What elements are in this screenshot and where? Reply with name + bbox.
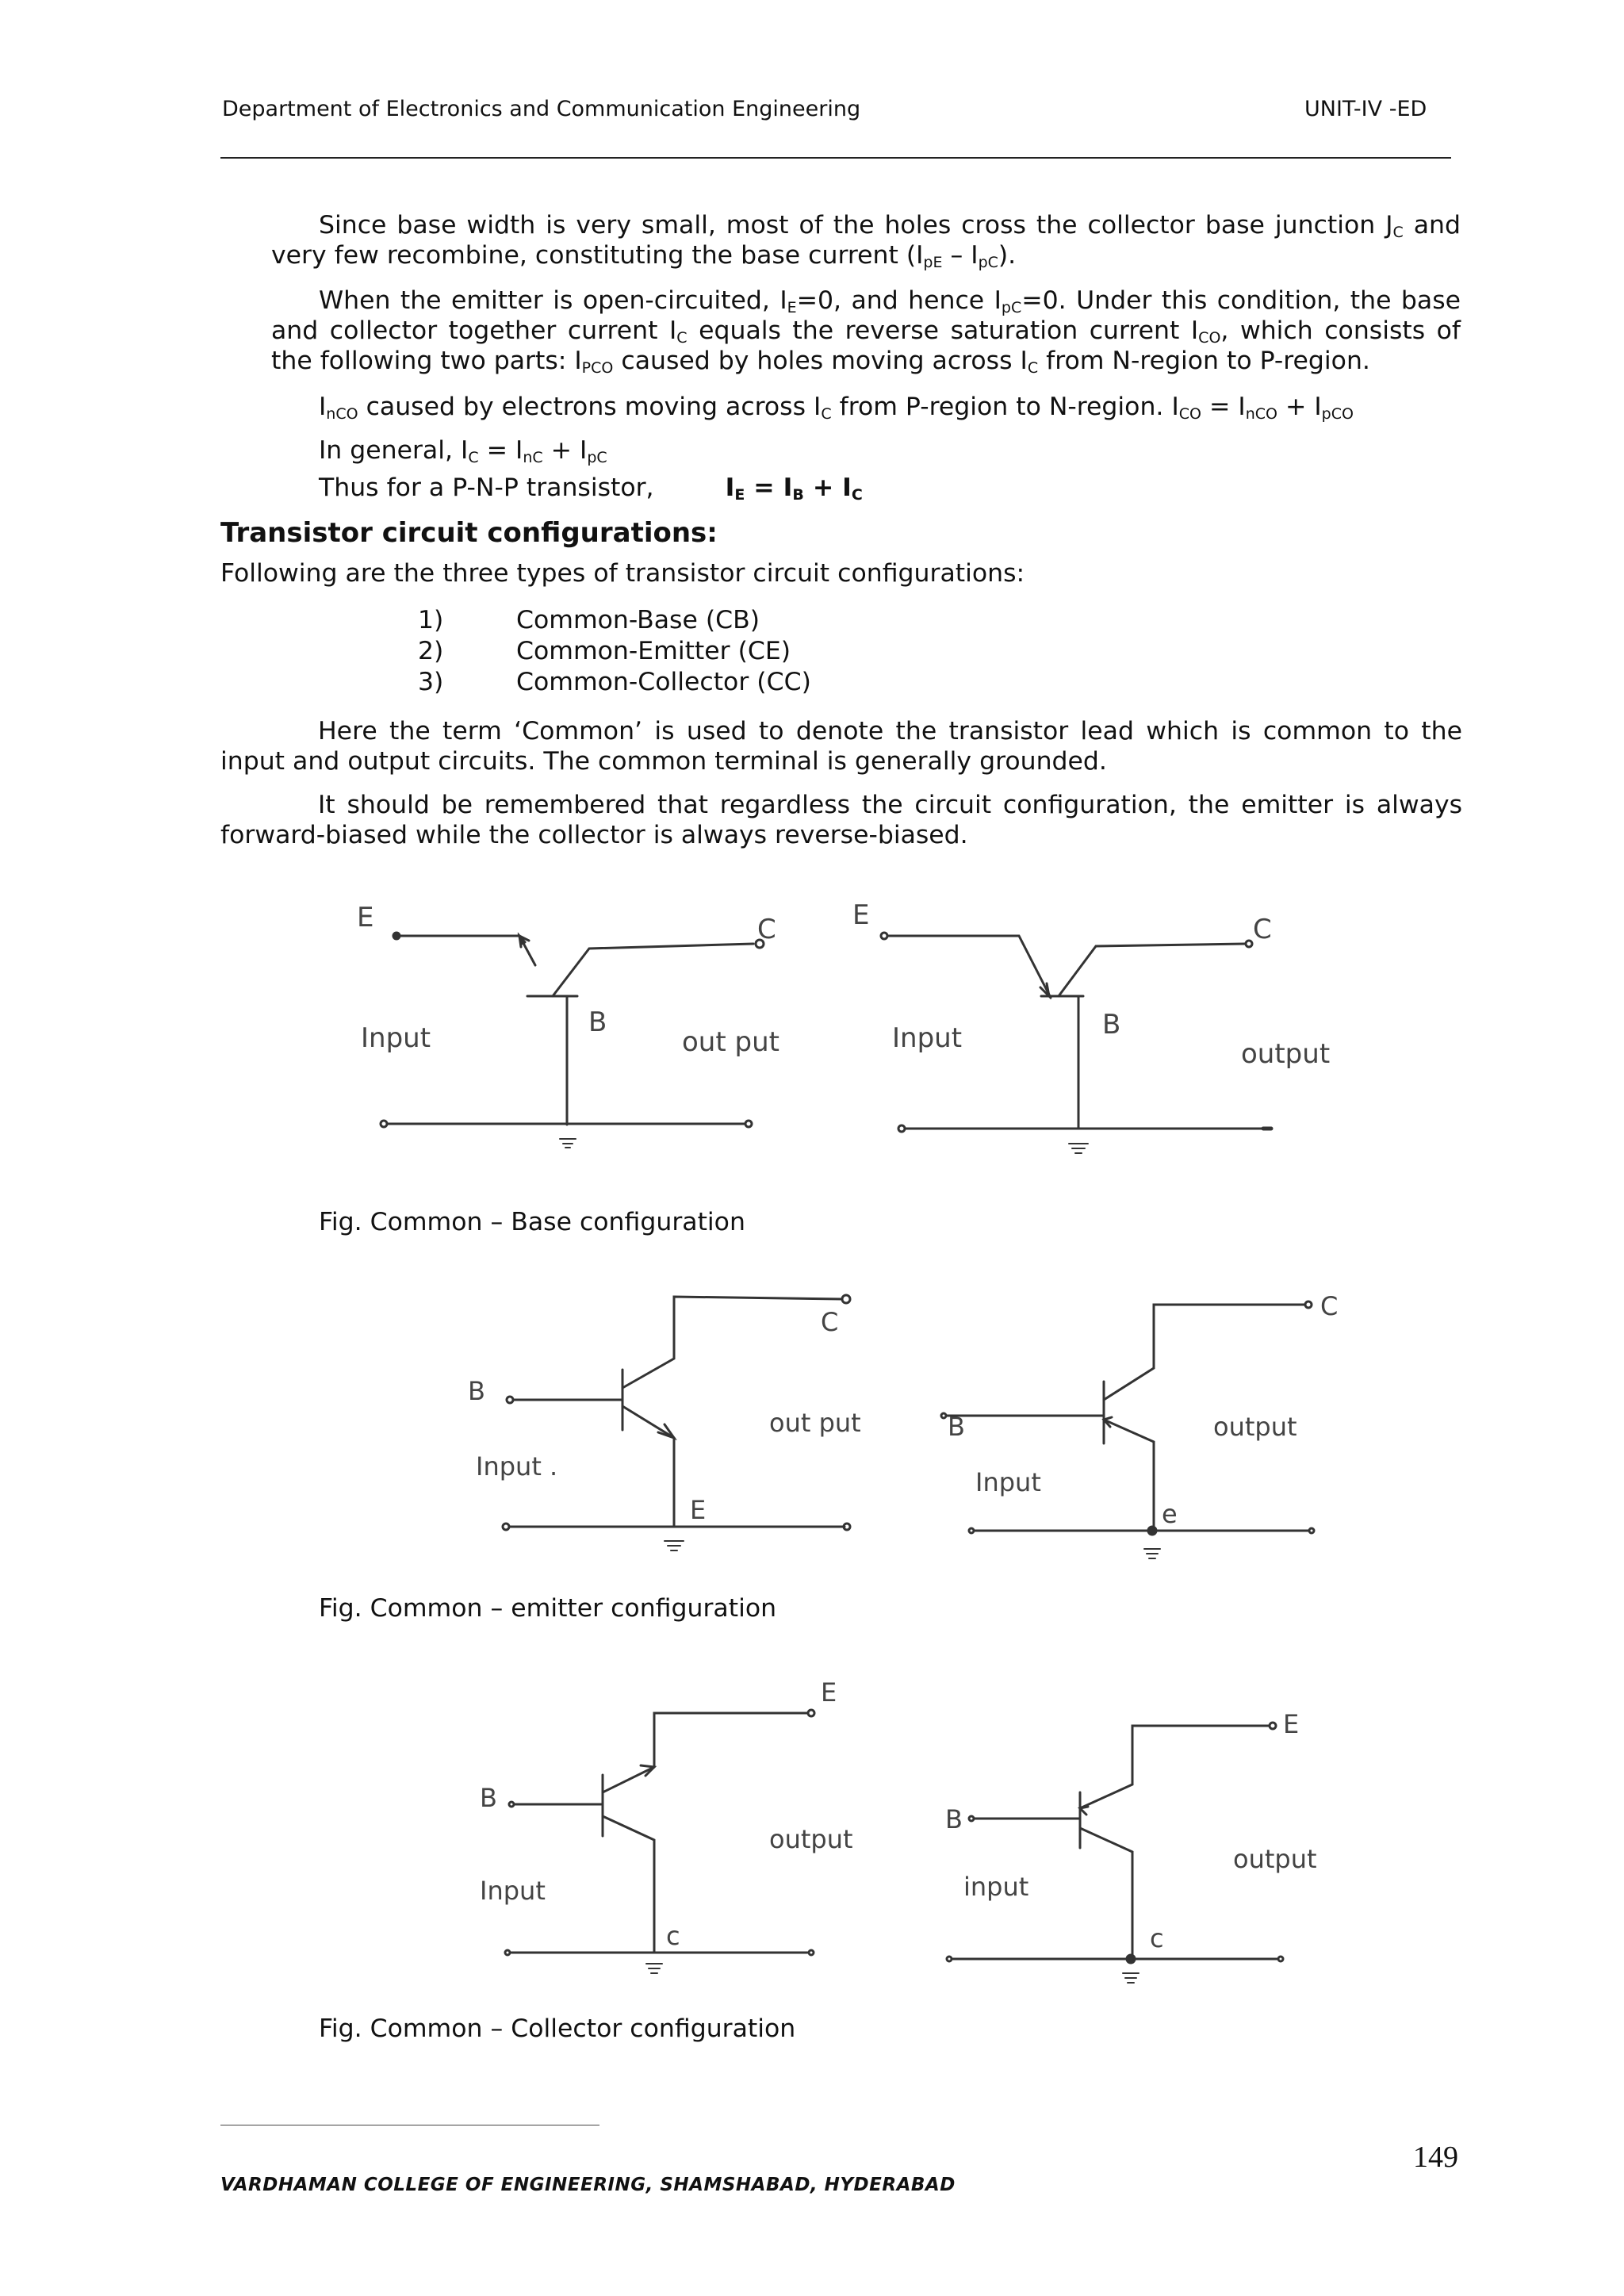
fig-cc-right-c: c: [1150, 1923, 1164, 1953]
fig-cb-right-output: output: [1241, 1038, 1331, 1070]
fig-cc-left-e: E: [821, 1677, 837, 1708]
fig-cb-right-c: C: [1253, 914, 1272, 945]
paragraph-biasing: It should be remembered that regardless the circuit configuration, the emitter is always forward-biased while the collector is always reverse-biased.: [220, 791, 1462, 849]
caption-common-base: Fig. Common – Base configuration: [319, 1208, 745, 1236]
fig-cc-left-c: c: [666, 1921, 680, 1951]
list-item: 3) Common-Collector (CC): [418, 668, 811, 696]
list-item: 2) Common-Emitter (CE): [418, 637, 791, 665]
header-unit: UNIT-IV -ED: [1304, 97, 1427, 121]
fig-ce-left-e: E: [690, 1495, 707, 1525]
fig-ce-right-b: B: [948, 1412, 965, 1442]
paragraph-emitter-open: When the emitter is open-circuited, $I_E=0$, and hence $I_{pC}=0$. Under this condition, the base and collector together current $I_C$ equals the reverse saturation current $I_{CO}$, which consists of the following two parts: $I_{PCO}$ caused by holes moving across $I_C$ from N-region to P-region.: [271, 286, 1461, 377]
fig-ce-left-c: C: [821, 1307, 839, 1337]
fig-ce-right-e: e: [1162, 1499, 1178, 1529]
footer-college: VARDHAMAN COLLEGE OF ENGINEERING, SHAMSHABAD, HYDERABAD: [220, 2175, 956, 2195]
fig-cb-right-input: Input: [892, 1022, 963, 1054]
fig-ce-left-input: Input .: [476, 1451, 558, 1481]
caption-common-emitter: Fig. Common – emitter configuration: [319, 1594, 777, 1623]
common-emitter-diagram: [444, 1281, 1340, 1582]
paragraph-common-term: Here the term ‘Common’ is used to denote the transistor lead which is common to the input and output circuits. The common terminal is generally grounded.: [220, 717, 1462, 776]
equation-ic: In general, $I_C = I_{nC} + I_{pC}$: [319, 436, 607, 466]
fig-cb-right-b: B: [1102, 1009, 1121, 1041]
fig-cc-left-input: Input: [480, 1876, 546, 1906]
section-title: Transistor circuit configurations:: [220, 517, 718, 549]
page-number: 149: [1413, 2141, 1458, 2174]
header-rule: [220, 157, 1451, 159]
list-item: 1) Common-Base (CB): [418, 606, 760, 634]
fig-ce-right-output: output: [1213, 1412, 1297, 1442]
common-base-diagram: [341, 888, 1364, 1174]
fig-ce-left-b: B: [468, 1376, 485, 1406]
equation-ico: $I_{nCO}$ caused by electrons moving across $I_C$ from P-region to N-region. $I_{CO} = I_{nCO} + I_{pCO}$: [319, 393, 1354, 423]
configuration-list: [418, 605, 811, 698]
fig-cb-left-input: Input: [361, 1022, 431, 1054]
fig-cb-left-e: E: [357, 902, 374, 933]
fig-cb-right-e: E: [852, 899, 870, 931]
header-department: Department of Electronics and Communication Engineering: [222, 97, 861, 121]
paragraph-holes-cross: Since base width is very small, most of the holes cross the collector base junction $J_C$ and very few recombine, constituting the base current $(I_{pE} - I_{pC})$.: [271, 211, 1461, 271]
fig-ce-right-input: Input: [975, 1467, 1041, 1497]
fig-cb-left-c: C: [757, 914, 776, 945]
common-collector-diagram: [444, 1673, 1340, 1991]
fig-cc-right-output: output: [1233, 1844, 1317, 1874]
fig-cc-left-output: output: [769, 1824, 853, 1854]
fig-cb-left-output: out put: [682, 1026, 779, 1058]
fig-cc-right-e: E: [1283, 1709, 1300, 1739]
fig-cc-right-input: input: [963, 1872, 1029, 1902]
fig-ce-right-c: C: [1320, 1291, 1339, 1321]
fig-cb-left-b: B: [588, 1006, 607, 1038]
current-equation: $I_E = I_B + I_C$: [725, 473, 863, 504]
fig-cc-left-b: B: [480, 1783, 497, 1813]
section-intro: Following are the three types of transistor circuit configurations:: [220, 559, 1025, 588]
fig-ce-left-output: out put: [769, 1408, 861, 1438]
caption-common-collector: Fig. Common – Collector configuration: [319, 2014, 796, 2043]
fig-cc-right-b: B: [945, 1804, 963, 1834]
pnp-relation: Thus for a P-N-P transistor, $I_E = I_B + I_C$: [319, 473, 863, 504]
